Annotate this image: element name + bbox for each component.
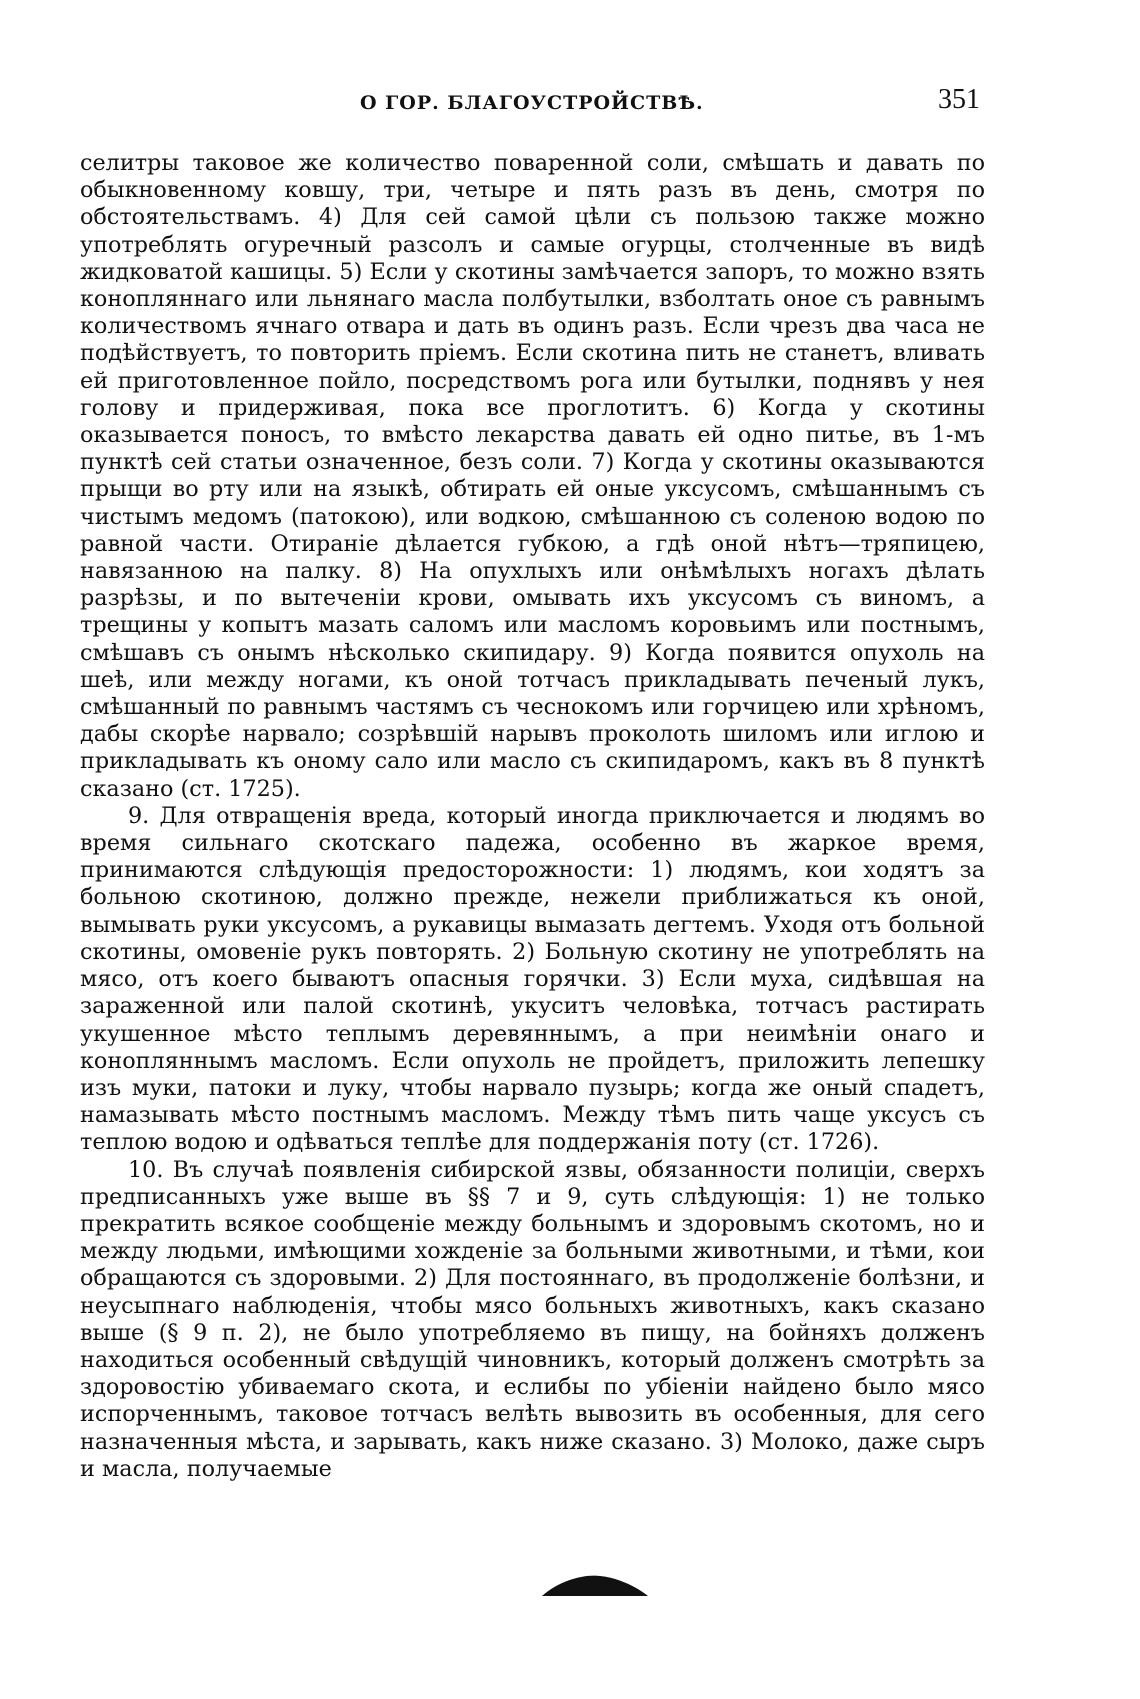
page-number: 351 xyxy=(938,84,980,115)
paragraph-section-9: 9. Для отвращенія вреда, который иногда приключается и людямъ во время сильнаго скотскаго падежа, особенно въ жаркое время, принимаются слѣдующія предосторожности: 1) людямъ, кои ходятъ за больною скотиною, должно прежде, нежели приближаться къ оной, вымывать руки уксусомъ, а рукавицы вымазать дегтемъ. Уходя отъ больной скотины, омовеніе рукъ повторять. 2) Больную скотину не употреблять на мясо, отъ коего бываютъ опасныя горячки. 3) Если муха, сидѣвшая на зараженной или палой скотинѣ, укуситъ человѣка, тотчасъ растирать укушенное мѣсто теплымъ деревяннымъ, а при неимѣніи онаго и конопляннымъ масломъ. Если опухоль не пройдетъ, приложить лепешку изъ муки, патоки и луку, чтобы нарвало пузырь; когда же оный спадетъ, намазывать мѣсто постнымъ масломъ. Между тѣмъ пить чаще уксусъ съ теплою водою и одѣваться теплѣе для поддержанія поту (ст. 1726). xyxy=(80,802,985,1156)
body-text xyxy=(80,150,985,1483)
paragraph-section-10: 10. Въ случаѣ появленія сибирской язвы, обязанности полиціи, сверхъ предписанныхъ уже выше въ §§ 7 и 9, суть слѣдующія: 1) не только прекратить всякое сообщеніе между больнымъ и здоровымъ скотомъ, но и между людьми, имѣющими хожденіе за больными животными, и тѣми, кои обращаются съ здоровыми. 2) Для постояннаго, въ продолженіе болѣзни, и неусыпнаго наблюденія, чтобы мясо больныхъ животныхъ, какъ сказано выше (§ 9 п. 2), не было употребляемо въ пищу, на бойняхъ долженъ находиться особенный свѣдущій чиновникъ, который долженъ смотрѣть за здоровостію убиваемаго скота, и еслибы по убіеніи найдено было мясо испорченнымъ, таковое тотчасъ велѣть вывозить въ особенныя, для сего назначенныя мѣста, и зарывать, какъ ниже сказано. 3) Молоко, даже сыръ и масла, получаемые xyxy=(80,1156,985,1482)
paragraph-continuation: селитры таковое же количество поваренной соли, смѣшать и давать по обыкновенному ковшу, три, четыре и пять разъ въ день, смотря по обстоятельствамъ. 4) Для сей самой цѣли съ пользою также можно употреблять огуречный разсолъ и самые огурцы, столченные въ видѣ жидковатой кашицы. 5) Если у скотины замѣчается запоръ, то можно взять конопляннаго или льнянаго масла полбутылки, взболтать оное съ равнымъ количествомъ ячнаго отвара и дать въ одинъ разъ. Если чрезъ два часа не подѣйствуетъ, то повторить пріемъ. Если скотина пить не станетъ, вливать ей приготовленное пойло, посредствомъ рога или бутылки, поднявъ у нея голову и придерживая, пока все проглотитъ. 6) Когда у скотины оказывается поносъ, то вмѣсто лекарства давать ей одно питье, въ 1-мъ пунктѣ сей статьи означенное, безъ соли. 7) Когда у скотины оказываются прыщи во рту или на языкѣ, обтирать ей оные уксусомъ, смѣшаннымъ съ чистымъ медомъ (патокою), или водкою, смѣшанною съ соленою водою по равной части. Отираніе дѣлается губкою, а гдѣ оной нѣтъ—тряпицею, навязанною на палку. 8) На опухлыхъ или онѣмѣлыхъ ногахъ дѣлать разрѣзы, и по вытеченіи крови, омывать ихъ уксусомъ съ виномъ, а трещины у копытъ мазать саломъ или масломъ коровьимъ или постнымъ, смѣшавъ съ онымъ нѣсколько скипидару. 9) Когда появится опухоль на шеѣ, или между ногами, къ оной тотчасъ прикладывать печеный лукъ, смѣшанный по равнымъ частямъ съ чеснокомъ или горчицею или хрѣномъ, дабы скорѣе нарвало; созрѣвшій нарывъ проколоть шиломъ или иглою и прикладывать къ оному сало или масло съ скипидаромъ, какъ въ 8 пунктѣ сказано (ст. 1725). xyxy=(80,150,985,802)
ink-blot-ornament xyxy=(540,1572,650,1598)
running-title: О ГОР. БЛАГОУСТРОЙСТВѢ. xyxy=(360,92,704,114)
page-header xyxy=(80,82,980,122)
